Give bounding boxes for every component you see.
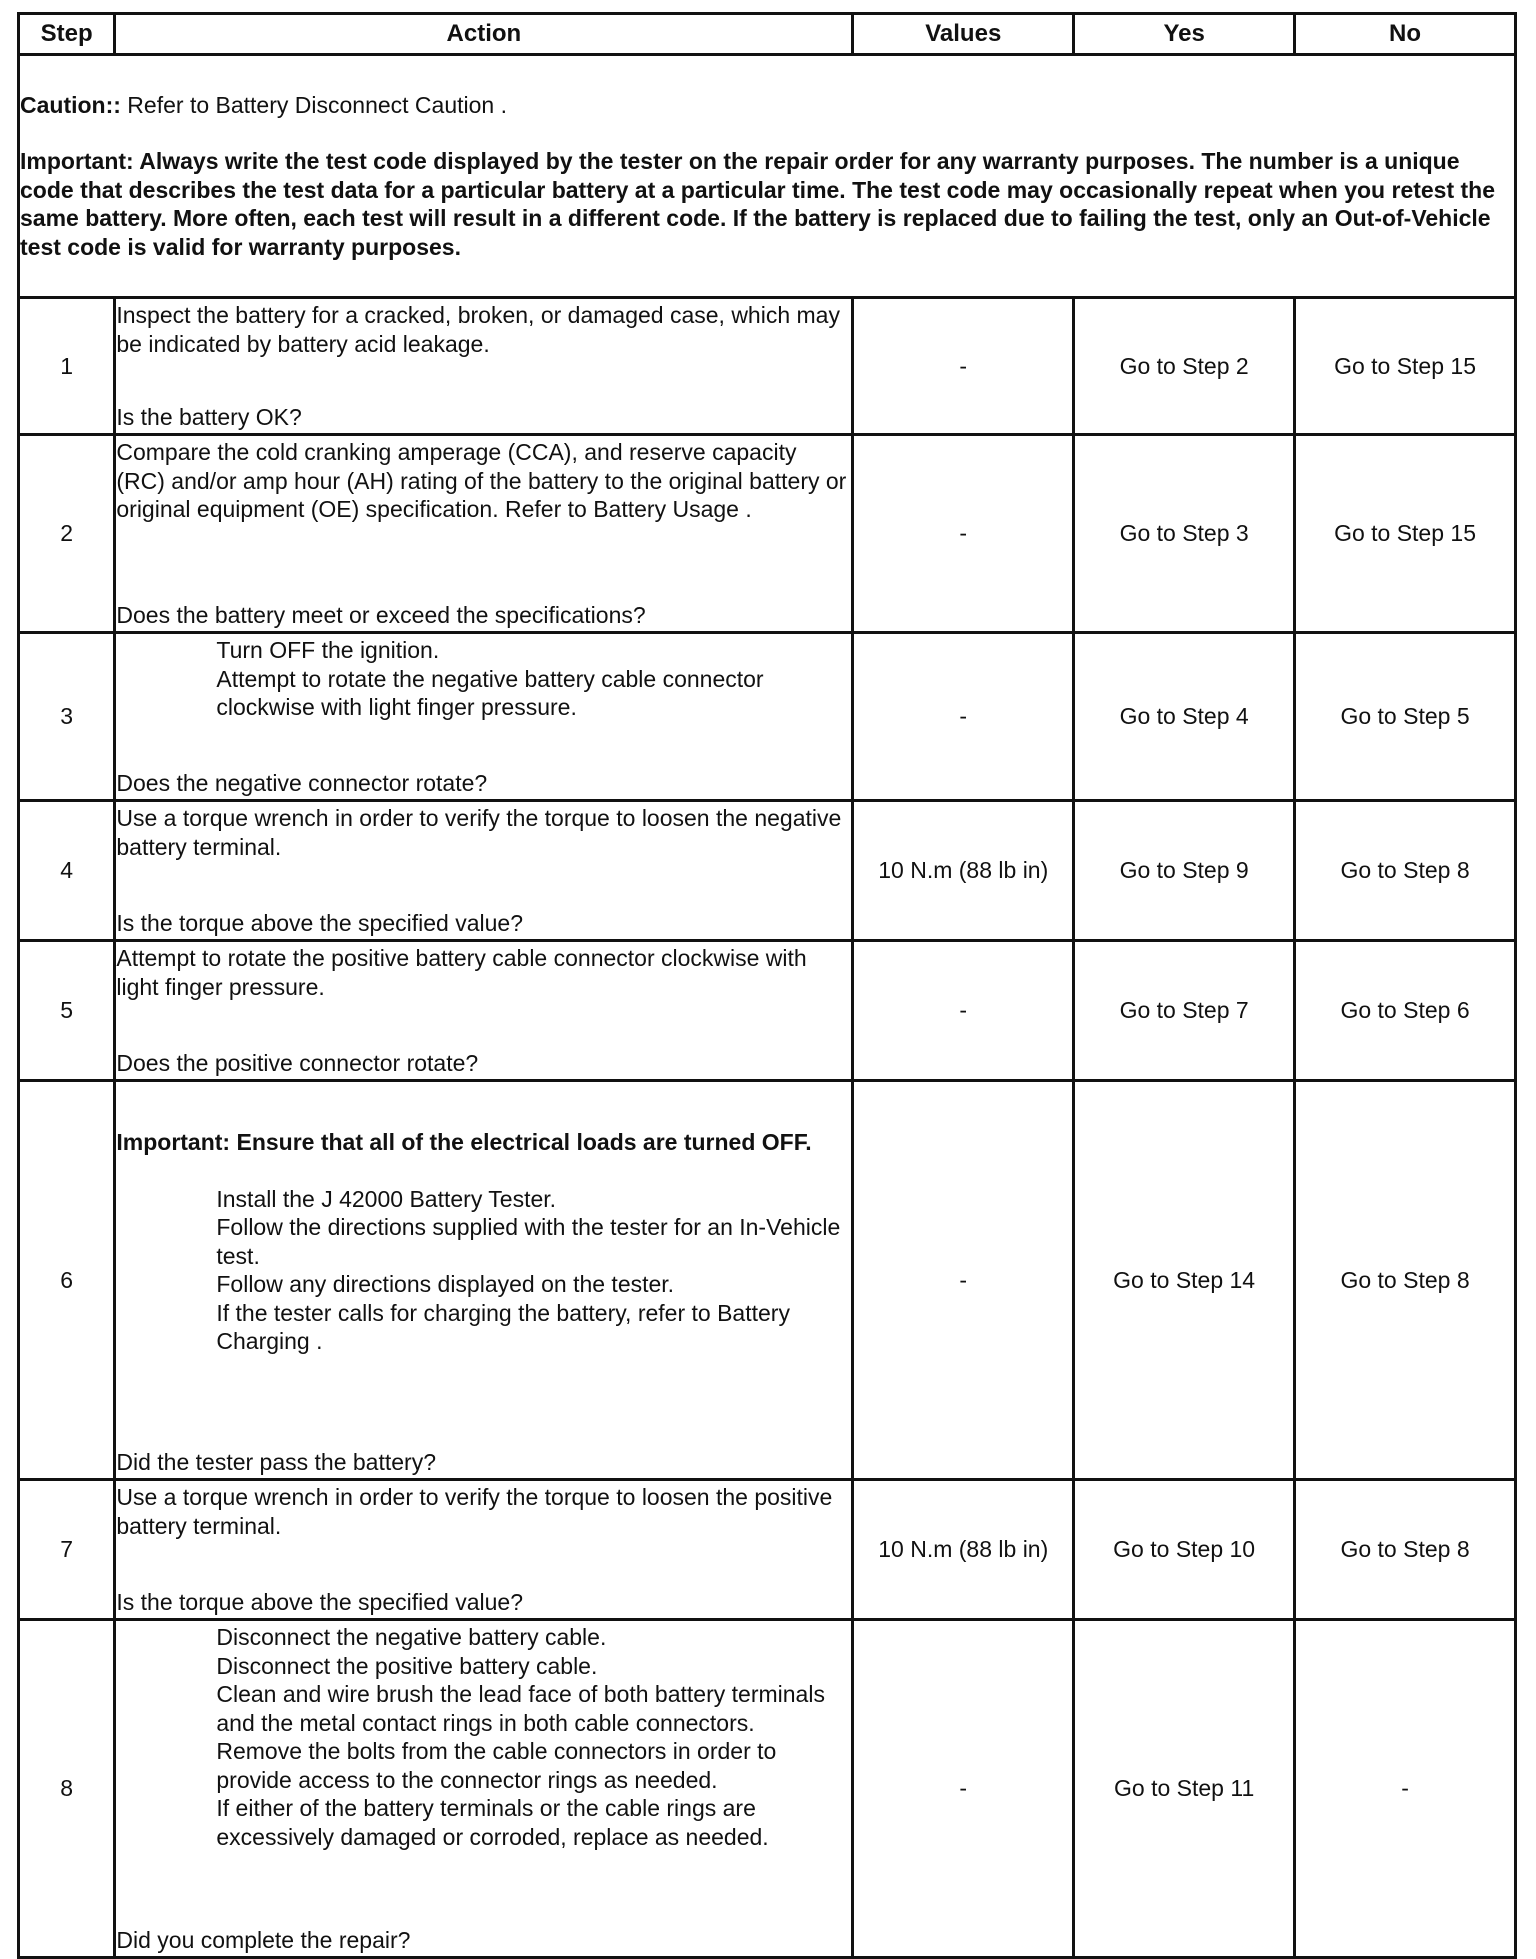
action-question: Is the battery OK? bbox=[116, 403, 302, 430]
action-list-item: Install the J 42000 Battery Tester. bbox=[216, 1185, 557, 1212]
step-number: 2 bbox=[19, 435, 115, 633]
action-text: Inspect the battery for a cracked, broken, or damaged case, which may be indicated by battery acid leakage. bbox=[116, 302, 840, 357]
action-cell bbox=[115, 1480, 853, 1620]
no-cell: Go to Step 8 bbox=[1295, 1480, 1516, 1620]
action-question: Does the positive connector rotate? bbox=[116, 1049, 479, 1076]
action-text: Compare the cold cranking amperage (CCA), and reserve capacity (RC) and/or amp hour (AH) rating of the battery to the original battery or original equipment (OE) specification. Refer to Battery Usage . bbox=[116, 439, 847, 522]
action-cell bbox=[115, 435, 853, 633]
action-cell bbox=[115, 633, 853, 801]
action-list-item: If either of the battery terminals or the cable rings are excessively damaged or corroded, replace as needed. bbox=[216, 1795, 769, 1850]
no-cell: Go to Step 6 bbox=[1295, 941, 1516, 1081]
action-cell bbox=[115, 298, 853, 435]
header-action: Action bbox=[115, 14, 853, 55]
no-cell: Go to Step 15 bbox=[1295, 298, 1516, 435]
action-list-item: Disconnect the negative battery cable. bbox=[216, 1624, 607, 1650]
table-row bbox=[19, 941, 1516, 1081]
table-row bbox=[19, 1081, 1516, 1480]
step-number: 8 bbox=[19, 1620, 115, 1958]
action-cell bbox=[115, 941, 853, 1081]
action-text: Use a torque wrench in order to verify the torque to loosen the negative battery terminal. bbox=[116, 805, 842, 860]
value-cell: - bbox=[853, 1620, 1074, 1958]
step-number: 6 bbox=[19, 1081, 115, 1480]
action-question: Is the torque above the specified value? bbox=[116, 909, 523, 936]
action-list bbox=[116, 1623, 851, 1851]
value-cell: - bbox=[853, 941, 1074, 1081]
action-question: Does the battery meet or exceed the specifications? bbox=[116, 601, 646, 628]
yes-cell: Go to Step 7 bbox=[1074, 941, 1295, 1081]
step-number: 1 bbox=[19, 298, 115, 435]
yes-cell: Go to Step 4 bbox=[1074, 633, 1295, 801]
yes-cell: Go to Step 3 bbox=[1074, 435, 1295, 633]
action-list-item: If the tester calls for charging the battery, refer to Battery Charging . bbox=[216, 1299, 790, 1354]
step-number: 7 bbox=[19, 1480, 115, 1620]
action-list-item: Remove the bolts from the cable connectors in order to provide access to the connector rings as needed. bbox=[216, 1738, 777, 1793]
no-cell: Go to Step 15 bbox=[1295, 435, 1516, 633]
caution-label: Caution:: bbox=[20, 91, 121, 118]
value-cell: - bbox=[853, 1081, 1074, 1480]
table-row bbox=[19, 633, 1516, 801]
action-question: Is the torque above the specified value? bbox=[116, 1588, 523, 1615]
header-yes: Yes bbox=[1074, 14, 1295, 55]
action-cell bbox=[115, 1081, 853, 1480]
action-question: Did the tester pass the battery? bbox=[116, 1448, 436, 1475]
action-text: Attempt to rotate the positive battery cable connector clockwise with light finger pressure. bbox=[116, 945, 807, 1000]
important-note: Important: Always write the test code displayed by the tester on the repair order for any warranty purposes. The number is a unique code that describes the test data for a particular battery at a particular time. The test code may occasionally repeat when you retest the same battery. More often, each test will result in a different code. If the battery is replaced due to failing the test, only an Out-of-Vehicle test code is valid for warranty purposes. bbox=[20, 148, 1496, 260]
value-cell: 10 N.m (88 lb in) bbox=[853, 1480, 1074, 1620]
table-row bbox=[19, 298, 1516, 435]
important-note: Important: Ensure that all of the electrical loads are turned OFF. bbox=[116, 1129, 812, 1155]
yes-cell: Go to Step 14 bbox=[1074, 1081, 1295, 1480]
action-list-item: Clean and wire brush the lead face of both battery terminals and the metal contact rings in both cable connectors. bbox=[216, 1681, 825, 1736]
yes-cell: Go to Step 10 bbox=[1074, 1480, 1295, 1620]
value-cell: - bbox=[853, 435, 1074, 633]
header-values: Values bbox=[853, 14, 1074, 55]
action-cell bbox=[115, 1620, 853, 1958]
header-no: No bbox=[1295, 14, 1516, 55]
step-number: 3 bbox=[19, 633, 115, 801]
step-number: 5 bbox=[19, 941, 115, 1081]
caution-text: Refer to Battery Disconnect Caution . bbox=[120, 91, 507, 118]
notes-cell bbox=[19, 55, 1516, 298]
header-step: Step bbox=[19, 14, 115, 55]
action-list bbox=[116, 636, 851, 722]
action-list-item: Attempt to rotate the negative battery cable connector clockwise with light finger pressure. bbox=[216, 665, 764, 720]
table-row bbox=[19, 801, 1516, 941]
caution-note bbox=[20, 91, 1514, 120]
table-row bbox=[19, 1480, 1516, 1620]
header-row bbox=[19, 14, 1516, 55]
yes-cell: Go to Step 9 bbox=[1074, 801, 1295, 941]
action-question: Did you complete the repair? bbox=[116, 1926, 411, 1953]
action-list-item: Disconnect the positive battery cable. bbox=[216, 1652, 598, 1679]
action-cell bbox=[115, 801, 853, 941]
no-cell: - bbox=[1295, 1620, 1516, 1958]
action-list bbox=[116, 1185, 851, 1356]
no-cell: Go to Step 5 bbox=[1295, 633, 1516, 801]
action-list-item: Follow any directions displayed on the tester. bbox=[216, 1271, 675, 1297]
notes-row bbox=[19, 55, 1516, 298]
step-number: 4 bbox=[19, 801, 115, 941]
yes-cell: Go to Step 2 bbox=[1074, 298, 1295, 435]
no-cell: Go to Step 8 bbox=[1295, 801, 1516, 941]
table-row bbox=[19, 435, 1516, 633]
yes-cell: Go to Step 11 bbox=[1074, 1620, 1295, 1958]
action-question: Does the negative connector rotate? bbox=[116, 769, 488, 796]
value-cell: 10 N.m (88 lb in) bbox=[853, 801, 1074, 941]
no-cell: Go to Step 8 bbox=[1295, 1081, 1516, 1480]
value-cell: - bbox=[853, 633, 1074, 801]
action-list-item: Follow the directions supplied with the tester for an In-Vehicle test. bbox=[216, 1214, 841, 1269]
table-row bbox=[19, 1620, 1516, 1958]
diagnostic-table bbox=[17, 12, 1517, 1959]
action-text: Use a torque wrench in order to verify the torque to loosen the positive battery terminal. bbox=[116, 1484, 833, 1539]
action-list-item: Turn OFF the ignition. bbox=[216, 637, 440, 663]
value-cell: - bbox=[853, 298, 1074, 435]
